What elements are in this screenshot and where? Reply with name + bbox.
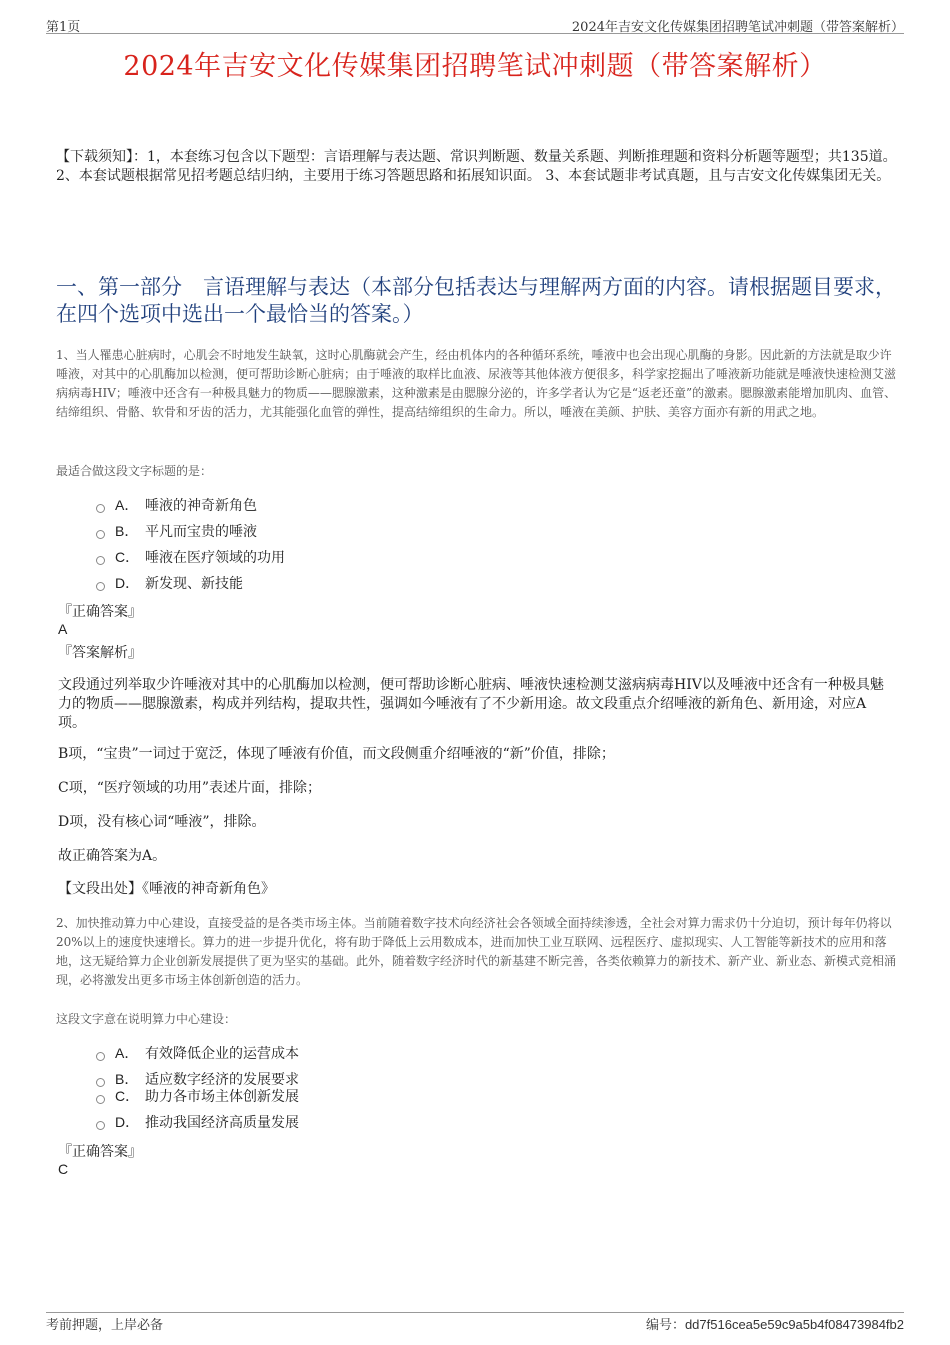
footer-code — [646, 1314, 904, 1333]
option-letter: A． — [115, 497, 139, 513]
option-letter: C． — [115, 1088, 140, 1104]
option-text: 推动我国经济高质量发展 — [145, 1115, 299, 1131]
footer-code-value: dd7f516cea5e59c9a5b4f08473984fb2 — [684, 1317, 904, 1332]
option-text: 唾液的神奇新角色 — [145, 498, 257, 514]
question-1-analysis-para: 文段通过列举取少许唾液对其中的心肌酶加以检测，便可帮助诊断心脏病、唾液快速检测艾滋病病毒HIV以及唾液中还含有一种极具魅力的物质——腮腺激素，构成并列结构，提取共性，强调如今唾液有了不少新用途。故文段重点介绍唾液的新角色、新用途，对应A项。 — [58, 677, 884, 731]
option-text: 平凡而宝贵的唾液 — [145, 524, 257, 540]
question-1-option-d[interactable] — [96, 571, 243, 595]
question-1-analysis-b: B项，“宝贵”一词过于宽泛，体现了唾液有价值，而文段侧重介绍唾液的“新”价值，排除； — [58, 746, 615, 762]
question-2-prompt: 这段文字意在说明算力中心建设： — [56, 1012, 237, 1026]
question-1-option-a[interactable] — [96, 493, 257, 517]
question-1-prompt: 最适合做这段文字标题的是： — [56, 464, 213, 478]
header-divider — [46, 33, 904, 34]
question-1-option-c[interactable] — [96, 545, 285, 569]
question-2-option-d[interactable] — [96, 1110, 299, 1134]
page-title: 2024年吉安文化传媒集团招聘笔试冲刺题（带答案解析） — [123, 51, 827, 82]
question-1-answer: A — [58, 621, 68, 637]
radio-icon[interactable] — [96, 530, 105, 539]
page-number: 第1页 — [46, 20, 81, 35]
question-1-analysis-label: 『答案解析』 — [58, 645, 142, 661]
option-text: 适应数字经济的发展要求 — [145, 1072, 299, 1088]
radio-icon[interactable] — [96, 582, 105, 591]
question-1-analysis-c: C项，“医疗领域的功用”表述片面，排除； — [58, 780, 322, 796]
radio-icon[interactable] — [96, 556, 105, 565]
question-2-passage: 2、加快推动算力中心建设，直接受益的是各类市场主体。当前随着数字技术向经济社会各领域全面持续渗透，全社会对算力需求仍十分迫切，预计每年仍将以20%以上的速度快速增长。算力的进一步提升优化，将有助于降低上云用数成本，进而加快工业互联网、远程医疗、虚拟现实、人工智能等新技术的应用和落地，这无疑给算力企业创新发展提供了更为坚实的基础。此外，随着数字经济时代的新基建不断完善，各类依赖算力的新技术、新产业、新业态、新模式竞相涌现，必将激发出更多市场主体创新创造的活力。 — [56, 916, 897, 987]
footer-slogan: 考前押题，上岸必备 — [46, 1318, 164, 1333]
question-1-answer-label: 『正确答案』 — [58, 604, 142, 620]
option-letter: C． — [115, 549, 140, 565]
option-letter: D． — [115, 575, 140, 591]
download-notice: 【下载须知】：1，本套练习包含以下题型：言语理解与表达题、常识判断题、数量关系题、判断推理题和资料分析题等题型；共135道。 2、本套试题根据常见招考题总结归纳，主要用于练习答题思路和拓展知识面。 3、本套试题非考试真题，且与吉安文化传媒集团无关。 — [56, 149, 897, 184]
question-2-answer: C — [58, 1161, 69, 1177]
footer-divider — [46, 1312, 904, 1313]
question-1-analysis-d: D项，没有核心词“唾液”，排除。 — [58, 814, 266, 830]
question-1-option-b[interactable] — [96, 519, 257, 543]
question-2-answer-label: 『正确答案』 — [58, 1144, 142, 1160]
footer-code-label: 编号： — [645, 1318, 685, 1333]
question-2-option-c[interactable] — [96, 1084, 299, 1108]
question-1-passage: 1、当人罹患心脏病时，心肌会不时地发生缺氧，这时心肌酶就会产生，经由机体内的各种循环系统，唾液中也会出现心肌酶的身影。因此新的方法就是取少许唾液，对其中的心肌酶加以检测，便可帮助诊断心脏病；由于唾液的取样比血液、尿液等其他体液方便很多，科学家挖掘出了唾液新功能就是唾液快速检测艾滋病病毒HIV；唾液中还含有一种极具魅力的物质——腮腺激素，这种激素是由腮腺分泌的，许多学者认为它是“返老还童”的激素。腮腺激素能增加肌肉、血管、结缔组织、骨骼、软骨和牙齿的活力，尤其能强化血管的弹性，提高结缔组织的生命力。所以，唾液在美颜、护肤、美容方面亦有新的用武之地。 — [56, 348, 897, 419]
option-letter: D． — [115, 1114, 140, 1130]
radio-icon[interactable] — [96, 1052, 105, 1061]
option-letter: B． — [115, 1071, 139, 1087]
section-heading: 一、第一部分 言语理解与表达（本部分包括表达与理解两方面的内容。请根据题目要求，在四个选项中选出一个最恰当的答案。） — [56, 275, 896, 326]
option-letter: B． — [115, 523, 139, 539]
question-1-source: 【文段出处】《唾液的神奇新角色》 — [58, 881, 275, 897]
option-text: 新发现、新技能 — [145, 576, 243, 592]
radio-icon[interactable] — [96, 504, 105, 513]
option-text: 唾液在医疗领域的功用 — [145, 550, 285, 566]
question-1-conclusion: 故正确答案为A。 — [58, 848, 167, 864]
header-doc-title: 2024年吉安文化传媒集团招聘笔试冲刺题（带答案解析） — [571, 20, 904, 35]
option-text: 助力各市场主体创新发展 — [145, 1089, 299, 1105]
question-2-option-a[interactable] — [96, 1041, 299, 1065]
option-letter: A． — [115, 1045, 139, 1061]
radio-icon[interactable] — [96, 1121, 105, 1130]
option-text: 有效降低企业的运营成本 — [145, 1046, 299, 1062]
radio-icon[interactable] — [96, 1095, 105, 1104]
